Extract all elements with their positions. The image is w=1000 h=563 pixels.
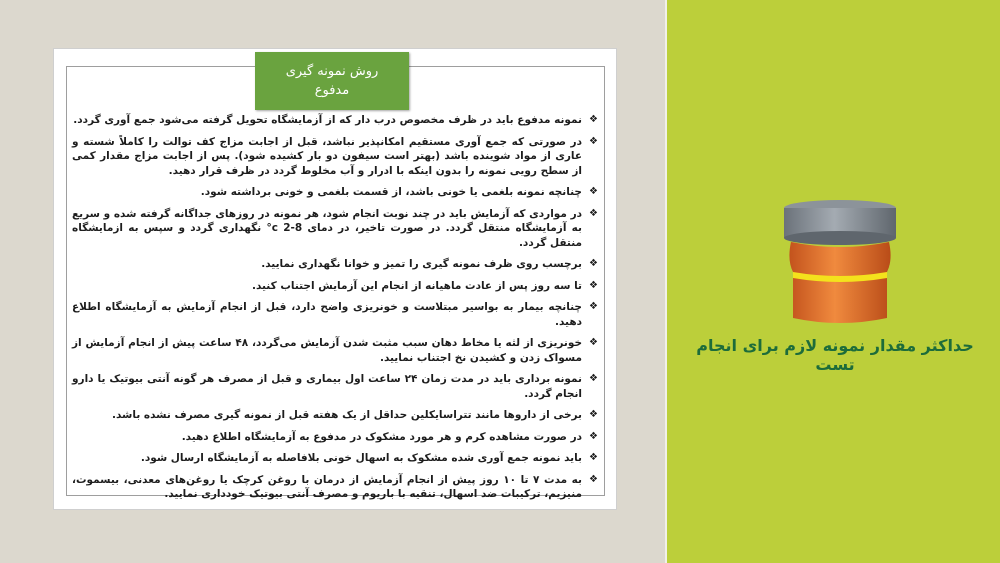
bullet-text: نمونه مدفوع باید در ظرف مخصوص درب دار که از آزمایشگاه تحویل گرفته می‌شود جمع آوری گردد. — [73, 114, 582, 126]
bullet-diamond-icon: ❖ — [589, 114, 598, 125]
slide-title-line2: مدفوع — [314, 83, 350, 98]
bullet-diamond-icon: ❖ — [589, 135, 598, 147]
list-item — [72, 372, 600, 401]
bullet-diamond-icon: ❖ — [589, 207, 598, 219]
list-item — [72, 408, 600, 423]
bullet-text: به مدت ۷ تا ۱۰ روز پیش از انجام آزمایش از درمان با روغن کرچک یا روغن‌های معدنی، بیسموت، منیزیم، ترکیبات ضد اسهال، تنقیه با باریوم و مصرف آنتی بیوتیک خودداری نمایید. — [72, 473, 582, 500]
bullet-text: چنانچه نمونه بلغمی یا خونی باشد، از قسمت بلغمی و خونی برداشته شود. — [200, 186, 582, 198]
list-item — [72, 257, 600, 272]
list-item — [72, 207, 600, 251]
list-item — [72, 113, 600, 128]
bullet-diamond-icon: ❖ — [589, 409, 598, 420]
list-item — [72, 336, 600, 365]
list-item — [72, 279, 600, 294]
bullet-text: خونریزی از لثه یا مخاط دهان سبب مثبت شدن آزمایش می‌گردد، ۴۸ ساعت پیش از انجام آزمایش از مسواک زدن و کشیدن نخ اجتناب نمایید. — [72, 337, 583, 364]
bullet-diamond-icon: ❖ — [589, 473, 598, 485]
bullet-list — [72, 113, 600, 509]
list-item — [72, 135, 600, 179]
list-item — [72, 430, 600, 445]
bullet-diamond-icon: ❖ — [589, 452, 598, 463]
bullet-text: برخی از داروها مانند تتراسایکلین حداقل از یک هفته قبل از نمونه گیری مصرف نشده باشد. — [112, 409, 582, 421]
bullet-text: چنانچه بیمار به بواسیر مبتلاست و خونریزی واضح دارد، قبل از انجام آزمایش به آزمایشگاه اطلاع دهید. — [72, 301, 582, 328]
bullet-diamond-icon: ❖ — [589, 373, 598, 384]
bullet-text: در صورتی که جمع آوری مستقیم امکانپذیر نباشد، قبل از اجابت مزاج کف توالت را کاملاً شسته و عاری از مواد شوینده باشد (بهتر است سیفون دو بار کشیده شود). پس از اجابت مزاج مقدار کمی از سطح رویی نمونه را بدون اینکه با ادرار و آب مخلوط گردد در ظرف قرار دهید. — [72, 135, 582, 177]
bullet-diamond-icon: ❖ — [589, 301, 598, 312]
list-item — [72, 473, 600, 502]
list-item — [72, 451, 600, 466]
bullet-diamond-icon: ❖ — [589, 430, 598, 442]
bullet-text: در صورت مشاهده کرم و هر مورد مشکوک در مدفوع به آزمایشگاه اطلاع دهید. — [181, 430, 582, 443]
bullet-text: تا سه روز پس از عادت ماهیانه از انجام این آزمایش اجتناب کنید. — [251, 279, 582, 292]
bullet-diamond-icon: ❖ — [589, 258, 598, 269]
list-item — [72, 300, 600, 329]
specimen-jar-icon — [775, 200, 905, 325]
slide-title — [255, 52, 409, 110]
slide-title-line1: روش نمونه گیری — [285, 64, 379, 79]
bullet-diamond-icon: ❖ — [589, 337, 598, 348]
bullet-text: برچسب روی ظرف نمونه گیری را تمیز و خوانا نگهداری نمایید. — [261, 258, 582, 270]
bullet-text: نمونه برداری باید در مدت زمان ۲۴ ساعت اول بیماری و قبل از مصرف هر گونه آنتی بیوتیک یا دارو انجام گردد. — [72, 373, 582, 400]
bullet-diamond-icon: ❖ — [589, 279, 598, 291]
bullet-text: باید نمونه جمع آوری شده مشکوک به اسهال خونی بلافاصله به آزمایشگاه ارسال شود. — [140, 452, 582, 464]
jar-caption: حداکثر مقدار نمونه لازم برای انجام تست — [696, 336, 974, 374]
bullet-diamond-icon: ❖ — [589, 186, 598, 197]
list-item — [72, 185, 600, 200]
bullet-text: در مواردی که آزمایش باید در چند نوبت انجام شود، هر نمونه در روزهای جداگانه گرفته شده و سریع به آزمایشگاه منتقل گردد. در صورت تاخیر، در دمای 8-2 c° نگهداری گردد و سپس به ازمایشگاه منتقل گردد. — [72, 207, 582, 249]
